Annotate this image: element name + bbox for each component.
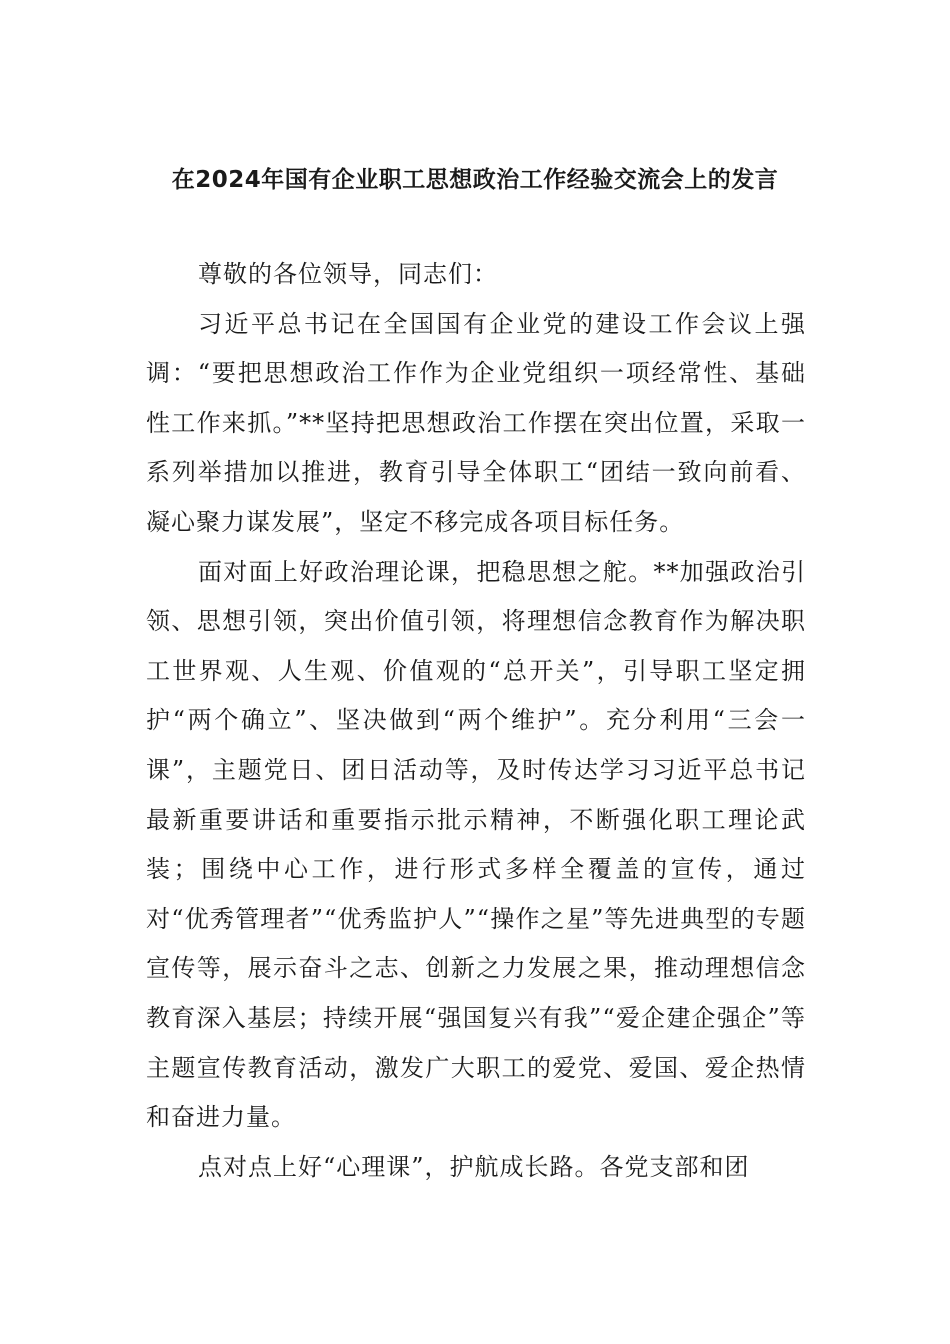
paragraph-1: 习近平总书记在全国国有企业党的建设工作会议上强调：“要把思想政治工作作为企业党组织一项经常性、基础性工作来抓。”**坚持把思想政治工作摆在突出位置，采取一系列举措加以推进，教育引导全体职工“团结一致向前看、凝心聚力谋发展”，坚定不移完成各项目标任务。 bbox=[146, 309, 806, 536]
document-title: 在2024年国有企业职工思想政治工作经验交流会上的发言 bbox=[171, 167, 779, 193]
paragraph-3: 点对点上好“心理课”，护航成长路。各党支部和团 bbox=[198, 1152, 750, 1181]
document-body bbox=[146, 250, 806, 1192]
paragraph-2: 面对面上好政治理论课，把稳思想之舵。**加强政治引领、思想引领，突出价值引领，将理想信念教育作为解决职工世界观、人生观、价值观的“总开关”，引导职工坚定拥护“两个确立”、坚决做到“两个维护”。充分利用“三会一课”，主题党日、团日活动等，及时传达学习习近平总书记最新重要讲话和重要指示批示精神，不断强化职工理论武装；围绕中心工作，进行形式多样全覆盖的宣传，通过对“优秀管理者”“优秀监护人”“操作之星”等先进典型的专题宣传等，展示奋斗之志、创新之力发展之果，推动理想信念教育深入基层；持续开展“强国复兴有我”“爱企建企强企”等主题宣传教育活动，激发广大职工的爱党、爱国、爱企热情和奋进力量。 bbox=[146, 557, 806, 1132]
salutation: 尊敬的各位领导，同志们： bbox=[198, 260, 498, 288]
